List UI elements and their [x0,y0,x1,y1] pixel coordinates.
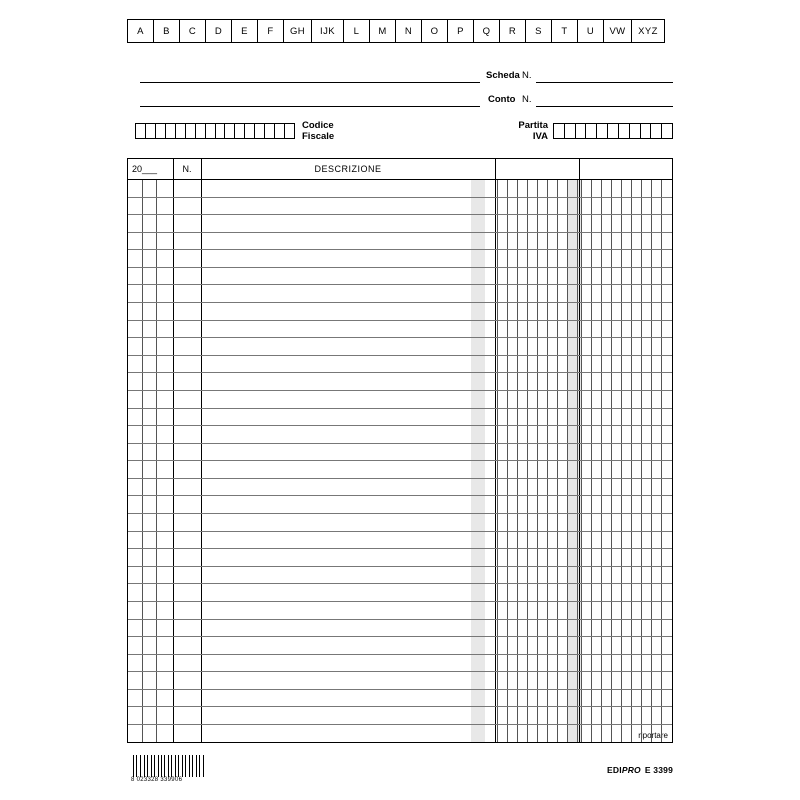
partita-iva-cell[interactable] [576,124,587,138]
barcode-bar [204,755,205,777]
row-divider [128,355,672,356]
alpha-index-l[interactable]: L [344,20,370,42]
row-divider [128,232,672,233]
partita-iva-label [508,121,548,142]
row-divider [128,214,672,215]
codice-fiscale-label [302,121,334,142]
row-divider [128,179,672,180]
partita-iva-cell[interactable] [597,124,608,138]
partita-iva-cell[interactable] [619,124,630,138]
partita-iva-boxes[interactable] [553,123,673,139]
codice-fiscale-label-line2: Fiscale [302,130,335,142]
codice-fiscale-cell[interactable] [136,124,146,138]
codice-fiscale-cell[interactable] [225,124,235,138]
alpha-index-u[interactable]: U [578,20,604,42]
partita-iva-cell[interactable] [586,124,597,138]
alpha-index-ijk[interactable]: IJK [312,20,344,42]
alpha-index-c[interactable]: C [180,20,206,42]
alphabet-index-strip [127,19,665,43]
alpha-index-m[interactable]: M [370,20,396,42]
partita-iva-cell[interactable] [651,124,662,138]
barcode-bar [147,755,148,777]
conto-rule-left [140,106,480,107]
codice-fiscale-cell[interactable] [216,124,226,138]
barcode [133,755,206,777]
alpha-index-vw[interactable]: VW [604,20,632,42]
alpha-index-o[interactable]: O [422,20,448,42]
row-divider [128,706,672,707]
barcode-bar [138,755,139,777]
ledger-table[interactable] [127,158,673,743]
brand-secondary: PRO [621,765,641,775]
scheda-number-label: N. [522,70,532,81]
partita-iva-cell[interactable] [630,124,641,138]
scheda-rule-left [140,82,480,83]
row-divider [128,636,672,637]
barcode-bar [201,755,202,777]
description-column-header: DESCRIZIONE [314,164,382,174]
barcode-bar [159,755,160,777]
row-divider [128,601,672,602]
row-divider [128,443,672,444]
barcode-bar [154,755,155,777]
codice-fiscale-cell[interactable] [156,124,166,138]
row-divider [128,671,672,672]
alpha-index-n[interactable]: N [396,20,422,42]
alpha-index-b[interactable]: B [154,20,180,42]
alpha-index-q[interactable]: Q [474,20,500,42]
row-divider [128,249,672,250]
row-divider [128,478,672,479]
row-divider [128,583,672,584]
row-divider [128,408,672,409]
alpha-index-f[interactable]: F [258,20,284,42]
alpha-index-r[interactable]: R [500,20,526,42]
product-code: E 3399 [644,765,673,775]
codice-fiscale-boxes[interactable] [135,123,295,139]
codice-fiscale-cell[interactable] [285,124,294,138]
scheda-rule-right [536,82,673,83]
partita-iva-cell[interactable] [565,124,576,138]
row-divider [128,531,672,532]
scheda-label: Scheda [486,70,520,81]
row-divider [128,513,672,514]
alpha-index-xyz[interactable]: XYZ [638,25,658,37]
codice-fiscale-cell[interactable] [146,124,156,138]
barcode-bar [196,755,197,777]
brand-mark [607,765,673,775]
alpha-index-gh[interactable]: GH [284,20,312,42]
codice-fiscale-label-line1: Codice [302,120,334,131]
barcode-bar [192,755,193,777]
barcode-bar [149,755,150,777]
alpha-index-t[interactable]: T [552,20,578,42]
partita-iva-cell[interactable] [641,124,652,138]
conto-number-label: N. [522,94,532,105]
barcode-bar [133,755,134,777]
codice-fiscale-cell[interactable] [196,124,206,138]
codice-fiscale-cell[interactable] [275,124,285,138]
row-divider [128,654,672,655]
row-divider [128,724,672,725]
partita-iva-cell[interactable] [608,124,619,138]
barcode-bar [141,755,142,777]
row-divider [128,267,672,268]
codice-fiscale-cell[interactable] [166,124,176,138]
row-divider [128,390,672,391]
codice-fiscale-cell[interactable] [176,124,186,138]
year-column-header: 20___ [132,164,158,174]
conto-label: Conto [488,94,516,105]
alpha-index-d[interactable]: D [206,20,232,42]
partita-iva-cell[interactable] [554,124,565,138]
barcode-bar [180,755,181,777]
row-divider [128,372,672,373]
barcode-bar [187,755,188,777]
barcode-bar [170,755,171,777]
alpha-index-a[interactable]: A [128,20,154,42]
codice-fiscale-cell[interactable] [255,124,265,138]
barcode-bar [182,755,183,777]
codice-fiscale-cell[interactable] [245,124,255,138]
barcode-number: 8 023328 339906 [131,777,183,783]
row-divider [128,302,672,303]
row-divider [128,460,672,461]
number-column-header: N. [182,164,192,174]
barcode-bar [164,755,165,777]
partita-iva-cell[interactable] [662,124,672,138]
row-divider [128,320,672,321]
alpha-index-s[interactable]: S [526,20,552,42]
codice-fiscale-cell[interactable] [186,124,196,138]
barcode-bar [173,755,174,777]
row-divider [128,495,672,496]
row-divider [128,337,672,338]
row-divider [128,689,672,690]
row-divider [128,548,672,549]
row-divider [128,284,672,285]
codice-fiscale-cell[interactable] [206,124,216,138]
carry-forward-label: riportare [638,731,668,740]
row-divider [128,619,672,620]
barcode-bar [168,755,169,777]
row-divider [128,425,672,426]
alpha-index-p[interactable]: P [448,20,474,42]
partita-iva-label-line1: Partita [518,120,548,131]
row-divider [128,566,672,567]
partita-iva-label-line2: IVA [532,130,548,142]
row-divider [128,197,672,198]
alpha-index-e[interactable]: E [232,20,258,42]
codice-fiscale-cell[interactable] [265,124,275,138]
codice-fiscale-cell[interactable] [235,124,245,138]
brand-primary: EDI [607,765,622,775]
conto-rule-right [536,106,673,107]
